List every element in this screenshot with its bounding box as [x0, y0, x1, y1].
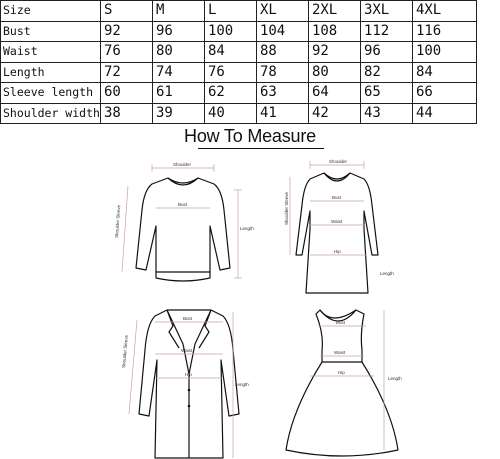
sweater-bust-label: Bust — [178, 202, 188, 207]
sweater-diagram — [110, 160, 260, 290]
table-cell: 100 — [412, 42, 476, 63]
table-cell: 112 — [360, 21, 412, 42]
table-row-bust — [1, 21, 477, 42]
how-to-measure-title: How To Measure — [184, 126, 316, 146]
table-cell: 100 — [204, 21, 256, 42]
dress-waist-label: Waist — [334, 350, 346, 355]
row-label: Sleeve length — [1, 83, 101, 104]
dress-hip-label: Hip — [338, 370, 345, 375]
table-cell: 92 — [308, 42, 360, 63]
size-header-l: L — [204, 1, 256, 22]
long-dress-sleeve-label: Shoulder Sleeve — [284, 191, 289, 225]
size-header-m: M — [152, 1, 204, 22]
table-cell: 76 — [100, 42, 152, 63]
table-cell: 64 — [308, 83, 360, 104]
table-cell: 72 — [100, 62, 152, 83]
table-cell: 40 — [204, 103, 256, 124]
table-cell: 96 — [152, 21, 204, 42]
dress-length-label: Length — [388, 376, 402, 381]
table-row-length — [1, 62, 477, 83]
size-header-xl: XL — [256, 1, 308, 22]
sweater-shoulder-label: Shoulder — [173, 162, 192, 167]
table-cell: 104 — [256, 21, 308, 42]
size-chart-table — [0, 0, 477, 124]
row-label: Waist — [1, 42, 101, 63]
size-header-4xl: 4XL — [412, 1, 476, 22]
table-cell: 78 — [256, 62, 308, 83]
sweater-sleeve-label: Shoulder Sleeve — [114, 204, 122, 239]
table-cell: 88 — [256, 42, 308, 63]
dress-bust-label: Bust — [336, 320, 346, 325]
table-cell: 84 — [204, 42, 256, 63]
table-cell: 80 — [308, 62, 360, 83]
table-cell: 82 — [360, 62, 412, 83]
long-dress-bust-label: Bust — [332, 195, 342, 200]
table-cell: 74 — [152, 62, 204, 83]
row-label: Length — [1, 62, 101, 83]
table-row-shoulder-width — [1, 103, 477, 124]
size-header-3xl: 3XL — [360, 1, 412, 22]
table-cell: 38 — [100, 103, 152, 124]
table-cell: 63 — [256, 83, 308, 104]
coat-sleeve-label: Shoulder Sleeve — [121, 334, 129, 369]
size-header-row — [1, 1, 477, 22]
table-cell: 76 — [204, 62, 256, 83]
long-dress-shoulder-label: Shoulder — [329, 159, 348, 164]
coat-waist-label: Waist — [181, 348, 193, 353]
table-cell: 41 — [256, 103, 308, 124]
size-header-label: Size — [1, 1, 101, 22]
table-cell: 60 — [100, 83, 152, 104]
table-cell: 66 — [412, 83, 476, 104]
long-dress-length-label: Length — [380, 271, 394, 276]
table-cell: 61 — [152, 83, 204, 104]
long-dress-hip-label: Hip — [334, 249, 341, 254]
table-cell: 116 — [412, 21, 476, 42]
table-row-waist — [1, 42, 477, 63]
sweater-length-label: Length — [240, 226, 254, 231]
sleeveless-dress-diagram — [280, 300, 415, 459]
long-dress-diagram — [282, 155, 402, 300]
coat-hip-label: Hip — [185, 372, 192, 377]
size-header-2xl: 2XL — [308, 1, 360, 22]
table-cell: 42 — [308, 103, 360, 124]
table-cell: 43 — [360, 103, 412, 124]
coat-length-label: Length — [235, 382, 249, 387]
title-underline — [198, 148, 324, 149]
row-label: Bust — [1, 21, 101, 42]
table-cell: 62 — [204, 83, 256, 104]
table-cell: 96 — [360, 42, 412, 63]
table-cell: 39 — [152, 103, 204, 124]
coat-bust-label: Bust — [183, 316, 193, 321]
table-cell: 44 — [412, 103, 476, 124]
table-cell: 92 — [100, 21, 152, 42]
size-header-s: S — [100, 1, 152, 22]
table-cell: 84 — [412, 62, 476, 83]
table-cell: 108 — [308, 21, 360, 42]
table-cell: 65 — [360, 83, 412, 104]
table-row-sleeve-length — [1, 83, 477, 104]
coat-diagram — [115, 298, 265, 459]
table-cell: 80 — [152, 42, 204, 63]
long-dress-waist-label: Waist — [331, 219, 343, 224]
row-label: Shoulder width — [1, 103, 101, 124]
